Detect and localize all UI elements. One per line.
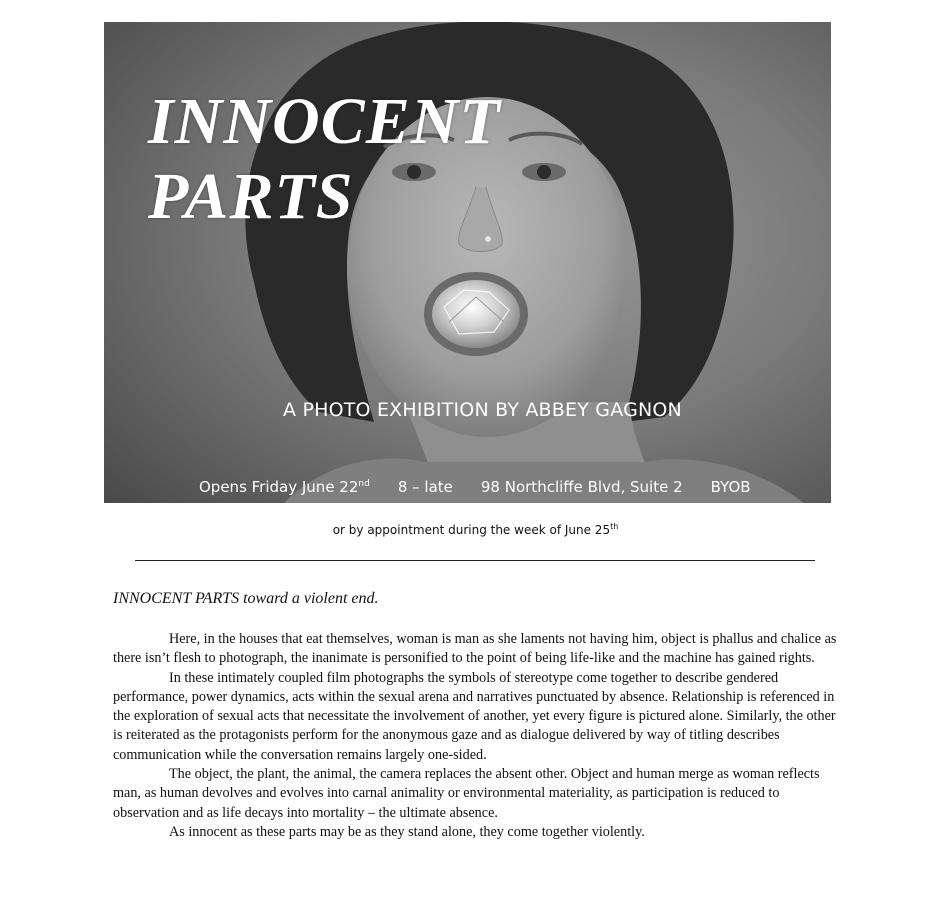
- title-line-1: INNOCENT: [148, 85, 501, 158]
- statement-paragraph: Here, in the houses that eat themselves, woman is man as she laments not having him, object is phallus and chalice as there isn’t flesh to photograph, the inanimate is personified to the point of being life-like and the machine has gained rights.: [113, 631, 837, 667]
- statement-heading-rest: toward a violent end.: [239, 590, 379, 607]
- exhibition-subtitle: A PHOTO EXHIBITION BY ABBEY GAGNON: [283, 399, 682, 421]
- statement-paragraph: The object, the plant, the animal, the camera replaces the absent other. Object and human merge as woman reflects man, as human devolves and evolves into carnal animality or environmental materiality, as participation is reduced to observation and as life decays into mortality – the ultimate absence.: [113, 766, 820, 821]
- statement-paragraph: As innocent as these parts may be as they stand alone, they come together violently.: [169, 823, 645, 840]
- statement-paragraph: In these intimately coupled film photographs the symbols of stereotype come together to describe gendered performance, power dynamics, acts within the sexual arena and narratives punctuated by absence. Relationship is referenced in the exploration of sexual acts that necessitate the involvement of another, yet every figure is pictured alone. Similarly, the other is reiterated as the protagonists perform for the anonymous gaze and as dialogue delivered by way of titling describes communication while the conversation remains largely one-sided.: [113, 669, 836, 763]
- exhibition-title: [148, 84, 501, 234]
- opening-date: [199, 478, 370, 496]
- title-line-2: PARTS: [148, 160, 354, 233]
- appointment-suffix: th: [610, 522, 619, 531]
- event-time: 8 – late: [397, 478, 453, 496]
- event-info-row: [199, 478, 751, 496]
- event-address: 98 Northcliffe Blvd, Suite 2: [480, 478, 683, 496]
- opening-date-suffix: nd: [358, 479, 370, 489]
- appointment-text: or by appointment during the week of June 25: [332, 523, 611, 537]
- statement-heading: [113, 590, 379, 608]
- statement-body: [113, 630, 840, 842]
- byob-note: BYOB: [710, 478, 751, 496]
- appointment-note: [0, 522, 951, 537]
- statement-heading-title: INNOCENT PARTS: [113, 590, 240, 607]
- poster-image: [104, 22, 831, 503]
- divider-rule: [135, 560, 815, 561]
- opening-date-label: Opens Friday June 22: [199, 478, 359, 496]
